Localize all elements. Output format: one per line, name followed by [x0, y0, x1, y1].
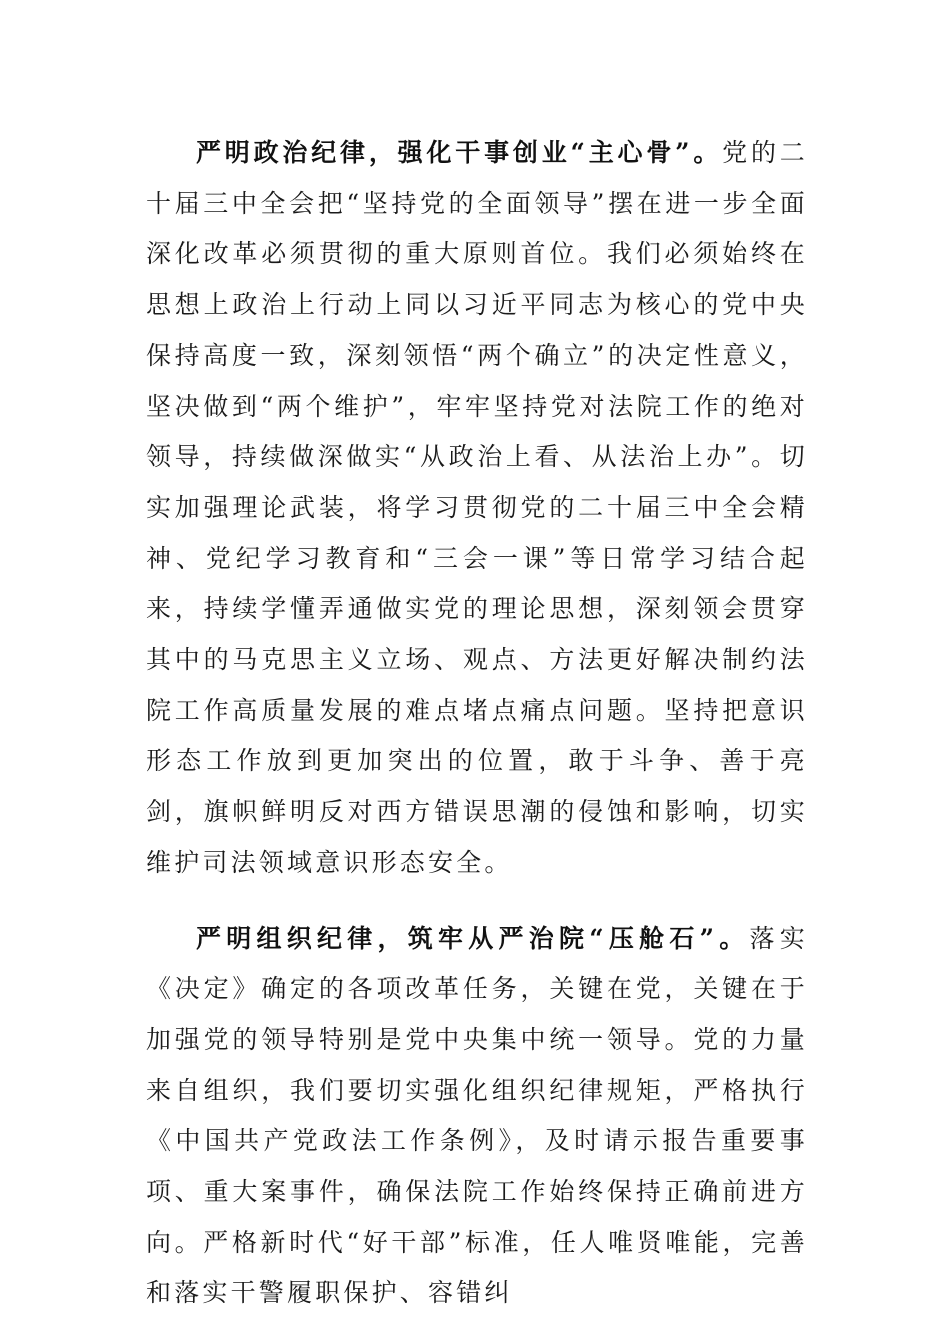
paragraph-heading: 严明组织纪律，筑牢从严治院“压舱石”。	[196, 923, 750, 953]
paragraph-organizational-discipline	[146, 914, 808, 1320]
paragraph-political-discipline	[146, 128, 808, 889]
document-body	[146, 128, 808, 1319]
paragraph-heading: 严明政治纪律，强化干事创业“主心骨”。	[196, 138, 723, 167]
paragraph-text: 党的二十届三中全会把“坚持党的全面领导”摆在进一步全面深化改革必须贯彻的重大原则首位。我们必须始终在思想上政治上行动上同以习近平同志为核心的党中央保持高度一致，深刻领悟“两个确立”的决定性意义，坚决做到“两个维护”，牢牢坚持党对法院工作的绝对领导，持续做深做实“从政治上看、从法治上办”。切实加强理论武装，将学习贯彻党的二十届三中全会精神、党纪学习教育和“三会一课”等日常学习结合起来，持续学懂弄通做实党的理论思想，深刻领会贯穿其中的马克思主义立场、观点、方法更好解决制约法院工作高质量发展的难点堵点痛点问题。坚持把意识形态工作放到更加突出的位置，敢于斗争、善于亮剑，旗帜鲜明反对西方错误思潮的侵蚀和影响，切实维护司法领域意识形态安全。	[146, 138, 808, 877]
paragraph-text: 落实《决定》确定的各项改革任务，关键在党，关键在于加强党的领导特别是党中央集中统一领导。党的力量来自组织，我们要切实强化组织纪律规矩，严格执行《中国共产党政法工作条例》，及时请示报告重要事项、重大案事件，确保法院工作始终保持正确前进方向。严格新时代“好干部”标准，任人唯贤唯能，完善和落实干警履职保护、容错纠	[146, 923, 808, 1308]
